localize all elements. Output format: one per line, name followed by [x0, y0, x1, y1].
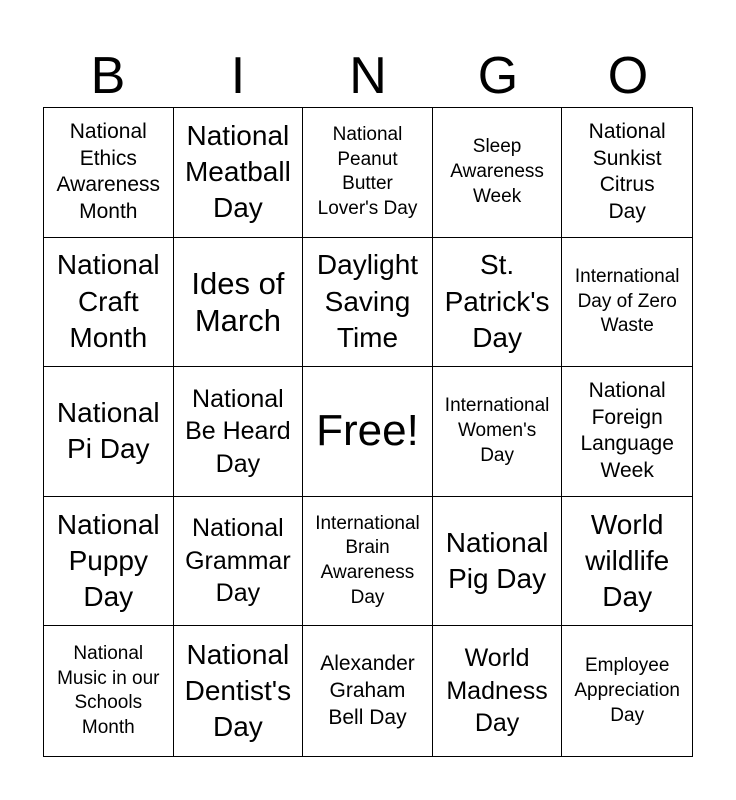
- cell-text: International Day of Zero Waste: [574, 265, 680, 337]
- bingo-cell[interactable]: [303, 497, 433, 627]
- header-letter-g: G: [477, 47, 519, 105]
- bingo-cell[interactable]: [174, 367, 304, 497]
- bingo-cell[interactable]: [44, 626, 174, 756]
- cell-text: National Grammar Day: [185, 514, 291, 608]
- cell-text: National Foreign Language Week: [580, 379, 674, 483]
- cell-text: National Pig Day: [445, 526, 549, 595]
- cell-text: National Ethics Awareness Month: [56, 119, 161, 223]
- cell-text: St. Patrick's Day: [444, 249, 550, 354]
- cell-text: National Dentist's Day: [184, 638, 292, 743]
- header-letter-n: N: [349, 47, 387, 105]
- bingo-cell[interactable]: [562, 626, 692, 756]
- bingo-cell[interactable]: [174, 626, 304, 756]
- header-letter-b: B: [90, 47, 126, 105]
- cell-text: National Puppy Day: [56, 508, 160, 613]
- bingo-cell[interactable]: [303, 238, 433, 368]
- bingo-cell[interactable]: [44, 238, 174, 368]
- cell-text: World wildlife Day: [585, 508, 670, 613]
- cell-text: Daylight Saving Time: [316, 249, 419, 354]
- cell-text: Alexander Graham Bell Day: [320, 652, 415, 729]
- cell-text: National Sunkist Citrus Day: [588, 119, 666, 223]
- cell-text: National Pi Day: [56, 397, 160, 465]
- bingo-cell[interactable]: [174, 497, 304, 627]
- bingo-cell[interactable]: [303, 108, 433, 238]
- bingo-cell[interactable]: [174, 108, 304, 238]
- bingo-cell[interactable]: [433, 626, 563, 756]
- free-space-cell[interactable]: [303, 367, 433, 497]
- bingo-cell[interactable]: [562, 367, 692, 497]
- bingo-board: [43, 107, 693, 757]
- cell-text: National Peanut Butter Lover's Day: [317, 123, 418, 219]
- bingo-cell[interactable]: [433, 367, 563, 497]
- cell-text: Employee Appreciation Day: [574, 655, 680, 726]
- cell-text: National Craft Month: [56, 249, 160, 354]
- cell-text: National Meatball Day: [184, 119, 291, 224]
- header-letter-i: I: [230, 47, 246, 105]
- cell-text: National Music in our Schools Month: [57, 642, 160, 738]
- bingo-cell[interactable]: [433, 238, 563, 368]
- bingo-cell[interactable]: [562, 108, 692, 238]
- bingo-header: [43, 44, 693, 108]
- cell-text: Sleep Awareness Week: [450, 136, 544, 207]
- cell-text: National Be Heard Day: [185, 384, 291, 478]
- bingo-cell[interactable]: [44, 367, 174, 497]
- bingo-cell[interactable]: [562, 238, 692, 368]
- cell-text: International Brain Awareness Day: [315, 512, 420, 608]
- cell-text: International Women's Day: [444, 395, 550, 466]
- cell-text: Ides of March: [191, 265, 285, 338]
- bingo-cell[interactable]: [44, 108, 174, 238]
- bingo-cell[interactable]: [44, 497, 174, 627]
- header-letter-o: O: [607, 47, 649, 105]
- bingo-cell[interactable]: [433, 108, 563, 238]
- bingo-cell[interactable]: [174, 238, 304, 368]
- bingo-cell[interactable]: [303, 626, 433, 756]
- bingo-cell[interactable]: [562, 497, 692, 627]
- free-space-text: Free!: [316, 406, 419, 456]
- bingo-cell[interactable]: [433, 497, 563, 627]
- cell-text: World Madness Day: [446, 644, 548, 738]
